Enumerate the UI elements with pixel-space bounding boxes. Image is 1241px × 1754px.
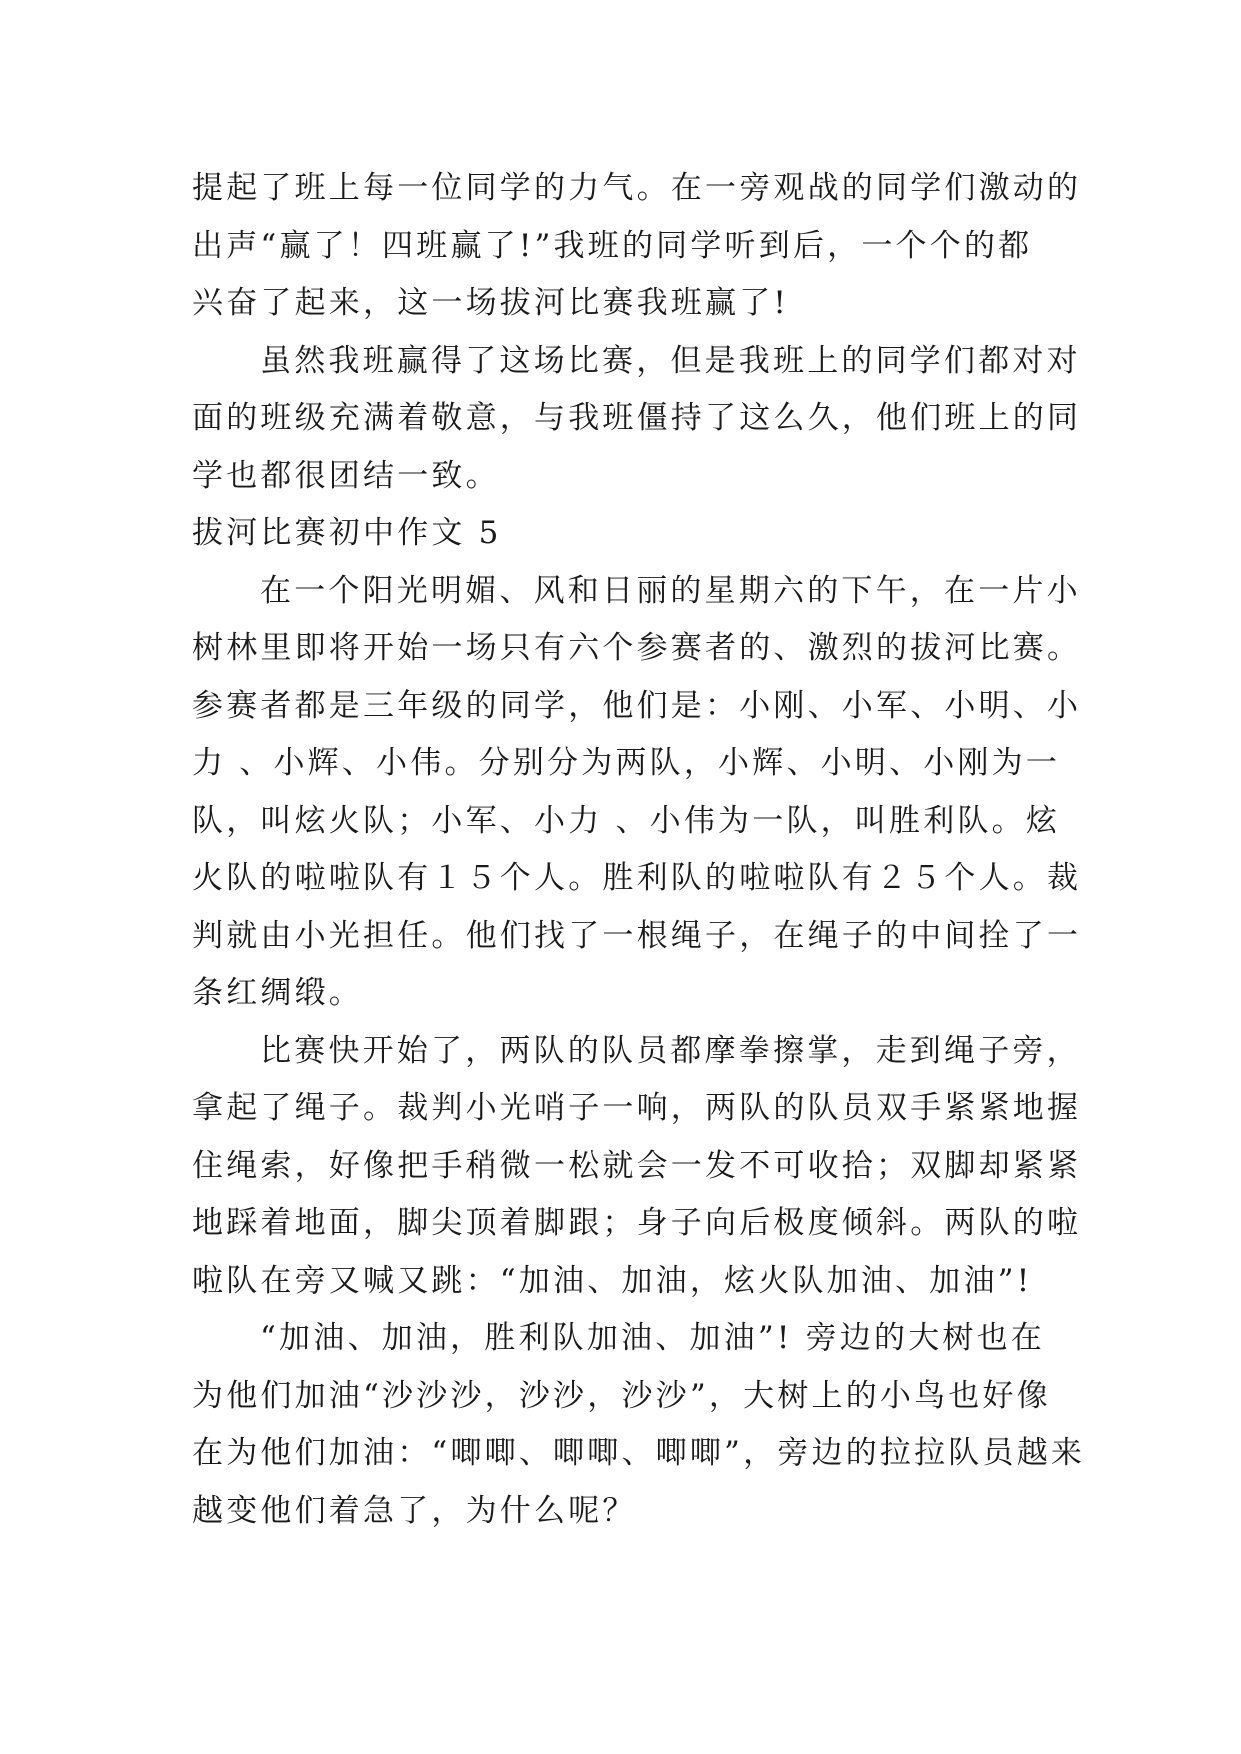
paragraph-start-line: 虽然我班赢得了这场比赛，但是我班上的同学们都对对	[260, 342, 1081, 379]
paragraph-start-line: 比赛快开始了，两队的队员都摩拳擦掌，走到绳子旁，	[260, 1032, 1081, 1069]
text-line: 队，叫炫火队；小军、小力 、小伟为一队，叫胜利队。炫	[192, 802, 1061, 839]
text-line: 啦队在旁又喊又跳：“加油、加油，炫火队加油、加油”!	[192, 1262, 1033, 1299]
section-heading: 拔河比赛初中作文 5	[192, 515, 502, 551]
text-line: 地踩着地面，脚尖顶着脚跟；身子向后极度倾斜。两队的啦	[192, 1205, 1082, 1241]
text-line: 在为他们加油：“唧唧、唧唧、唧唧”，旁边的拉拉队员越来	[192, 1435, 1086, 1471]
text-line: 条红绸缎。	[192, 975, 363, 1011]
text-line: 树林里即将开始一场只有六个参赛者的、激烈的拔河比赛。	[192, 630, 1082, 666]
text-line: 兴奋了起来，这一场拔河比赛我班赢了!	[192, 285, 790, 321]
text-line: 力 、小辉、小伟。分别分为两队，小辉、小明、小刚为一	[192, 745, 1061, 781]
text-line: 为他们加油“沙沙沙，沙沙，沙沙”，大树上的小鸟也好像	[192, 1377, 1051, 1414]
essay-text	[192, 160, 1086, 1540]
text-line: 判就由小光担任。他们找了一根绳子，在绳子的中间拴了一	[192, 917, 1082, 954]
paragraph-start-line: 在一个阳光明媚、风和日丽的星期六的下午，在一片小	[260, 572, 1081, 609]
text-line: 拿起了绳子。裁判小光哨子一响，两队的队员双手紧紧地握	[192, 1090, 1082, 1126]
text-line: 越变他们着急了，为什么呢？	[192, 1492, 637, 1529]
text-line: 火队的啦啦队有１５个人。胜利队的啦啦队有２５个人。裁	[192, 860, 1082, 896]
paragraph-start-line: “加油、加油，胜利队加油、加油”! 旁边的大树也在	[260, 1320, 1046, 1356]
text-line: 住绳索，好像把手稍微一松就会一发不可收拾；双脚却紧紧	[192, 1147, 1082, 1184]
text-line: 面的班级充满着敬意，与我班僵持了这么久，他们班上的同	[192, 400, 1082, 436]
text-line: 学也都很团结一致。	[192, 457, 500, 494]
text-line: 参赛者都是三年级的同学，他们是：小刚、小军、小明、小	[192, 687, 1082, 724]
text-line: 出声“赢了！四班赢了!”我班的同学听到后，一个个的都	[192, 227, 1033, 264]
text-line: 提起了班上每一位同学的力气。在一旁观战的同学们激动的	[192, 170, 1082, 206]
